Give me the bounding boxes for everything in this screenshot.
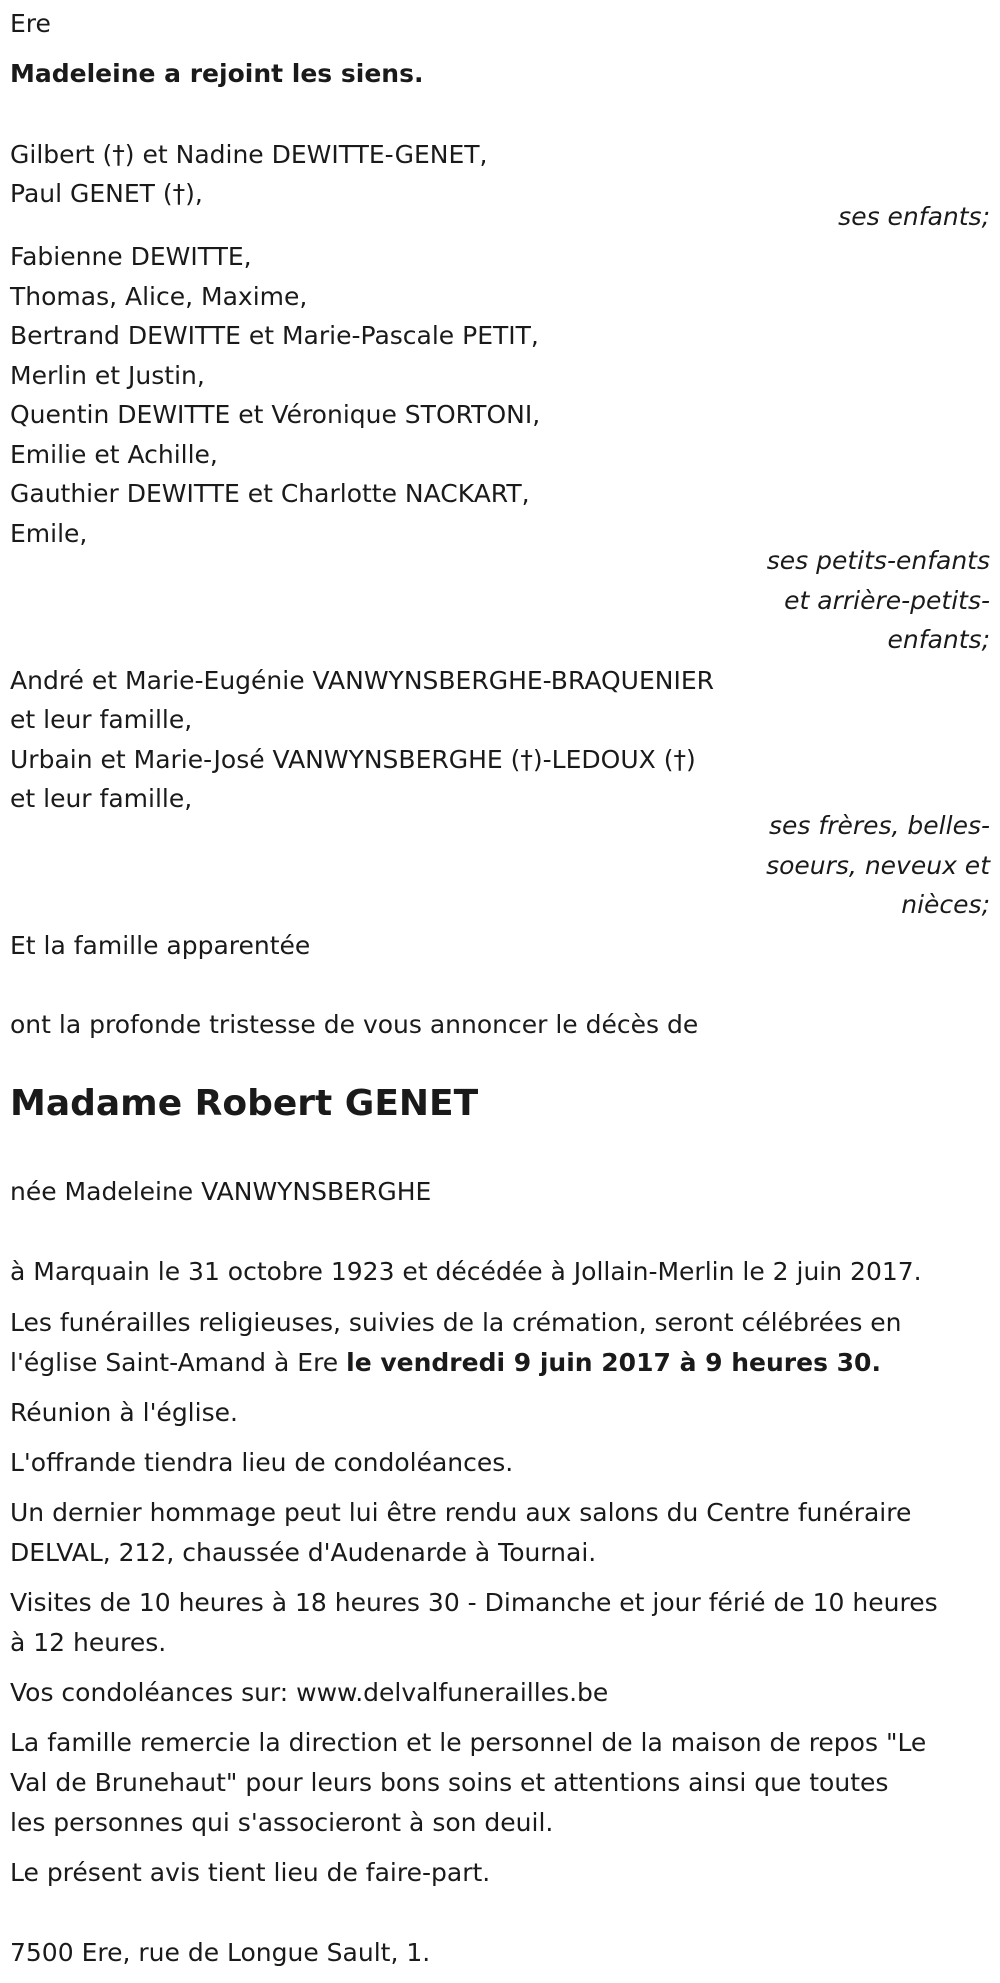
grandchildren-line: Quentin DEWITTE et Véronique STORTONI, xyxy=(10,400,541,429)
headline: Madeleine a rejoint les siens. xyxy=(10,59,424,88)
born-name: née Madeleine VANWYNSBERGHE xyxy=(10,1177,432,1206)
notice-line: Le présent avis tient lieu de faire-part. xyxy=(10,1858,491,1887)
grandchildren-line: Emile, xyxy=(10,519,88,548)
homage-line: Un dernier hommage peut lui être rendu aux salons du Centre funéraire xyxy=(10,1498,912,1527)
siblings-role: ses frères, belles- xyxy=(769,811,990,840)
grandchildren-line: Emilie et Achille, xyxy=(10,440,218,469)
visits-line: à 12 heures. xyxy=(10,1628,167,1657)
children-role: ses enfants; xyxy=(838,202,990,231)
condolences-line: Vos condoléances sur: www.delvalfunerailles.be xyxy=(10,1678,609,1707)
funeral-date: le vendredi 9 juin 2017 à 9 heures 30. xyxy=(346,1348,881,1377)
place-label: Ere xyxy=(10,9,51,38)
siblings-line: et leur famille, xyxy=(10,784,193,813)
homage-line: DELVAL, 212, chaussée d'Audenarde à Tournai. xyxy=(10,1538,597,1567)
grandchildren-line: Merlin et Justin, xyxy=(10,361,205,390)
deceased-name: Madame Robert GENET xyxy=(10,1083,479,1124)
grandchildren-role: et arrière-petits- xyxy=(784,586,990,615)
grandchildren-line: Thomas, Alice, Maxime, xyxy=(10,282,308,311)
siblings-role: soeurs, neveux et xyxy=(766,851,990,880)
grandchildren-role: ses petits-enfants xyxy=(766,546,990,575)
grandchildren-role: enfants; xyxy=(887,625,990,654)
announce-line: ont la profonde tristesse de vous annoncer le décès de xyxy=(10,1010,699,1039)
grandchildren-line: Fabienne DEWITTE, xyxy=(10,242,252,271)
siblings-line: Urbain et Marie-José VANWYNSBERGHE (†)-LEDOUX (†) xyxy=(10,745,696,774)
visits-line: Visites de 10 heures à 18 heures 30 - Dimanche et jour férié de 10 heures xyxy=(10,1588,938,1617)
children-line: Gilbert (†) et Nadine DEWITTE-GENET, xyxy=(10,140,488,169)
grandchildren-line: Bertrand DEWITTE et Marie-Pascale PETIT, xyxy=(10,321,539,350)
funeral-line xyxy=(10,1343,990,1383)
offering-line: L'offrande tiendra lieu de condoléances. xyxy=(10,1448,514,1477)
birth-death-line: à Marquain le 31 octobre 1923 et décédée à Jollain-Merlin le 2 juin 2017. xyxy=(10,1257,922,1286)
siblings-line: et leur famille, xyxy=(10,705,193,734)
meeting-line: Réunion à l'église. xyxy=(10,1398,238,1427)
siblings-role: nièces; xyxy=(901,890,990,919)
family-line: Et la famille apparentée xyxy=(10,931,311,960)
siblings-line: André et Marie-Eugénie VANWYNSBERGHE-BRAQUENIER xyxy=(10,666,714,695)
funeral-place: l'église Saint-Amand à Ere xyxy=(10,1348,347,1377)
thanks-line: les personnes qui s'associeront à son deuil. xyxy=(10,1808,554,1837)
funeral-line: Les funérailles religieuses, suivies de la crémation, seront célébrées en xyxy=(10,1308,902,1337)
grandchildren-line: Gauthier DEWITTE et Charlotte NACKART, xyxy=(10,479,530,508)
address-line: 7500 Ere, rue de Longue Sault, 1. xyxy=(10,1938,431,1967)
children-line: Paul GENET (†), xyxy=(10,179,203,208)
thanks-line: Val de Brunehaut" pour leurs bons soins et attentions ainsi que toutes xyxy=(10,1768,889,1797)
thanks-line: La famille remercie la direction et le personnel de la maison de repos "Le xyxy=(10,1728,927,1757)
